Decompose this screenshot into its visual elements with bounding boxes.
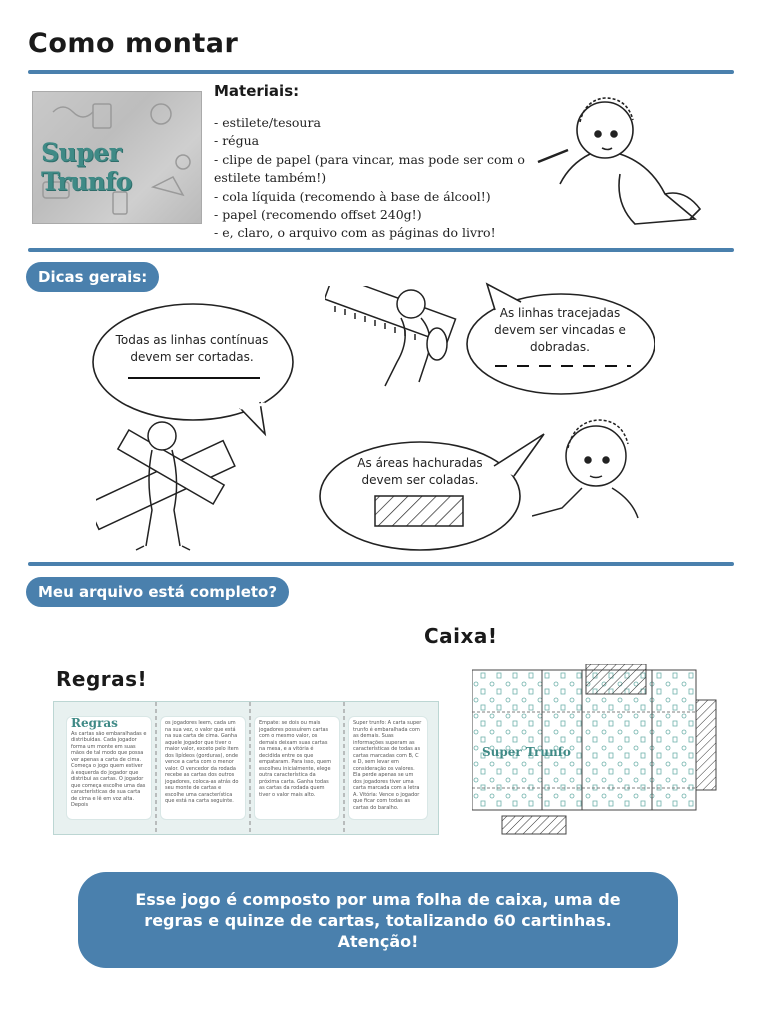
bubble-cut-text: Todas as linhas contínuas devem ser cortadas. [115, 333, 269, 364]
logo-text: Super Trunfo [41, 138, 132, 196]
speech-bubble-glue [318, 430, 550, 554]
rules-card-heading: Regras [71, 716, 118, 730]
bubble-fold-text: As linhas tracejadas devem ser vincadas e dobradas. [494, 306, 626, 354]
list-item: - régua [214, 133, 260, 149]
divider [28, 562, 734, 566]
rules-text: os jogadores leem, cada um na sua vez, o valor que está na sua carta de cima. Ganha aquele jogador que tiver o maior valor, exceto pelo item dos lipídeos (gorduras), onde vence a carta com o menor valor. O vencedor da rodada recebe as cartas dos outros jogadores, coloca-as atrás do seu monte de cartas e escolhe uma característica que está na carta seguinte. [165, 720, 239, 804]
rules-text: As cartas são embaralhadas e distribuídas. Cada jogador forma um monte em suas mãos de tal modo que possa ver apenas a carta de cima. Começa o jogo quem estiver à esquerda do jogador que distribui as cartas. O jogador que começa escolhe uma das características de sua carta de cima e lê em voz alta. Depois [71, 730, 147, 808]
list-item: - estilete/tesoura [214, 115, 321, 130]
list-item: - e, claro, o arquivo com as páginas do livro! [214, 225, 496, 241]
materials-title: Materiais: [214, 82, 300, 100]
list-item: - papel (recomendo offset 240g!) [214, 207, 422, 223]
box-title: Caixa! [424, 624, 498, 648]
footer-text: Esse jogo é composto por uma folha de caixa, uma de regras e quinze de cartas, totalizando 60 cartinhas. Atenção! [135, 889, 621, 951]
materials-list [214, 114, 534, 243]
character-carrying-ruler-illustration [96, 416, 246, 556]
character-with-ruler-illustration [325, 286, 465, 390]
rules-text: Empate: se dois ou mais jogadores possuírem cartas com o mesmo valor, os demais deixam suas cartas na mesa, e a vitória é decidida entre os que empataram. Para isso, quem escolheu inicialmente, elege outra característica da próxima carta. Ganha todas as cartas da rodada quem tiver o valor mais alto. [259, 720, 332, 798]
fold-lines [54, 702, 438, 834]
box-logo-text: Super Trunfo [482, 745, 571, 759]
kneeling-character-illustration [530, 92, 740, 232]
page-title: Como montar [28, 28, 239, 59]
bubble-glue-text: As áreas hachuradas devem ser coladas. [357, 456, 483, 487]
rules-text: Super trunfo: A carta super trunfo é embaralhada com as demais. Suas informações superam as características de todas as cartas marcadas com B, C e D, sem levar em consideração os valores. Ela perde apenas se um dos jogadores tiver uma carta marcada com a letra A. Vitória: Vence o jogador que ficar com todas as cartas do baralho. [353, 720, 422, 811]
rules-sheet-thumbnail [53, 701, 439, 835]
list-item: - clipe de papel (para vincar, mas pode ser com o estilete também!) [214, 151, 525, 186]
list-item: - cola líquida (recomendo à base de álcool!) [214, 188, 491, 204]
rules-title: Regras! [56, 667, 148, 691]
box-template-thumbnail [472, 664, 718, 840]
divider [28, 70, 734, 74]
footer-note [78, 872, 678, 968]
tips-label: Dicas gerais: [26, 262, 159, 292]
divider [28, 248, 734, 252]
complete-label: Meu arquivo está completo? [26, 577, 289, 607]
pointing-character-illustration [532, 416, 642, 528]
logo-photo [32, 91, 202, 224]
